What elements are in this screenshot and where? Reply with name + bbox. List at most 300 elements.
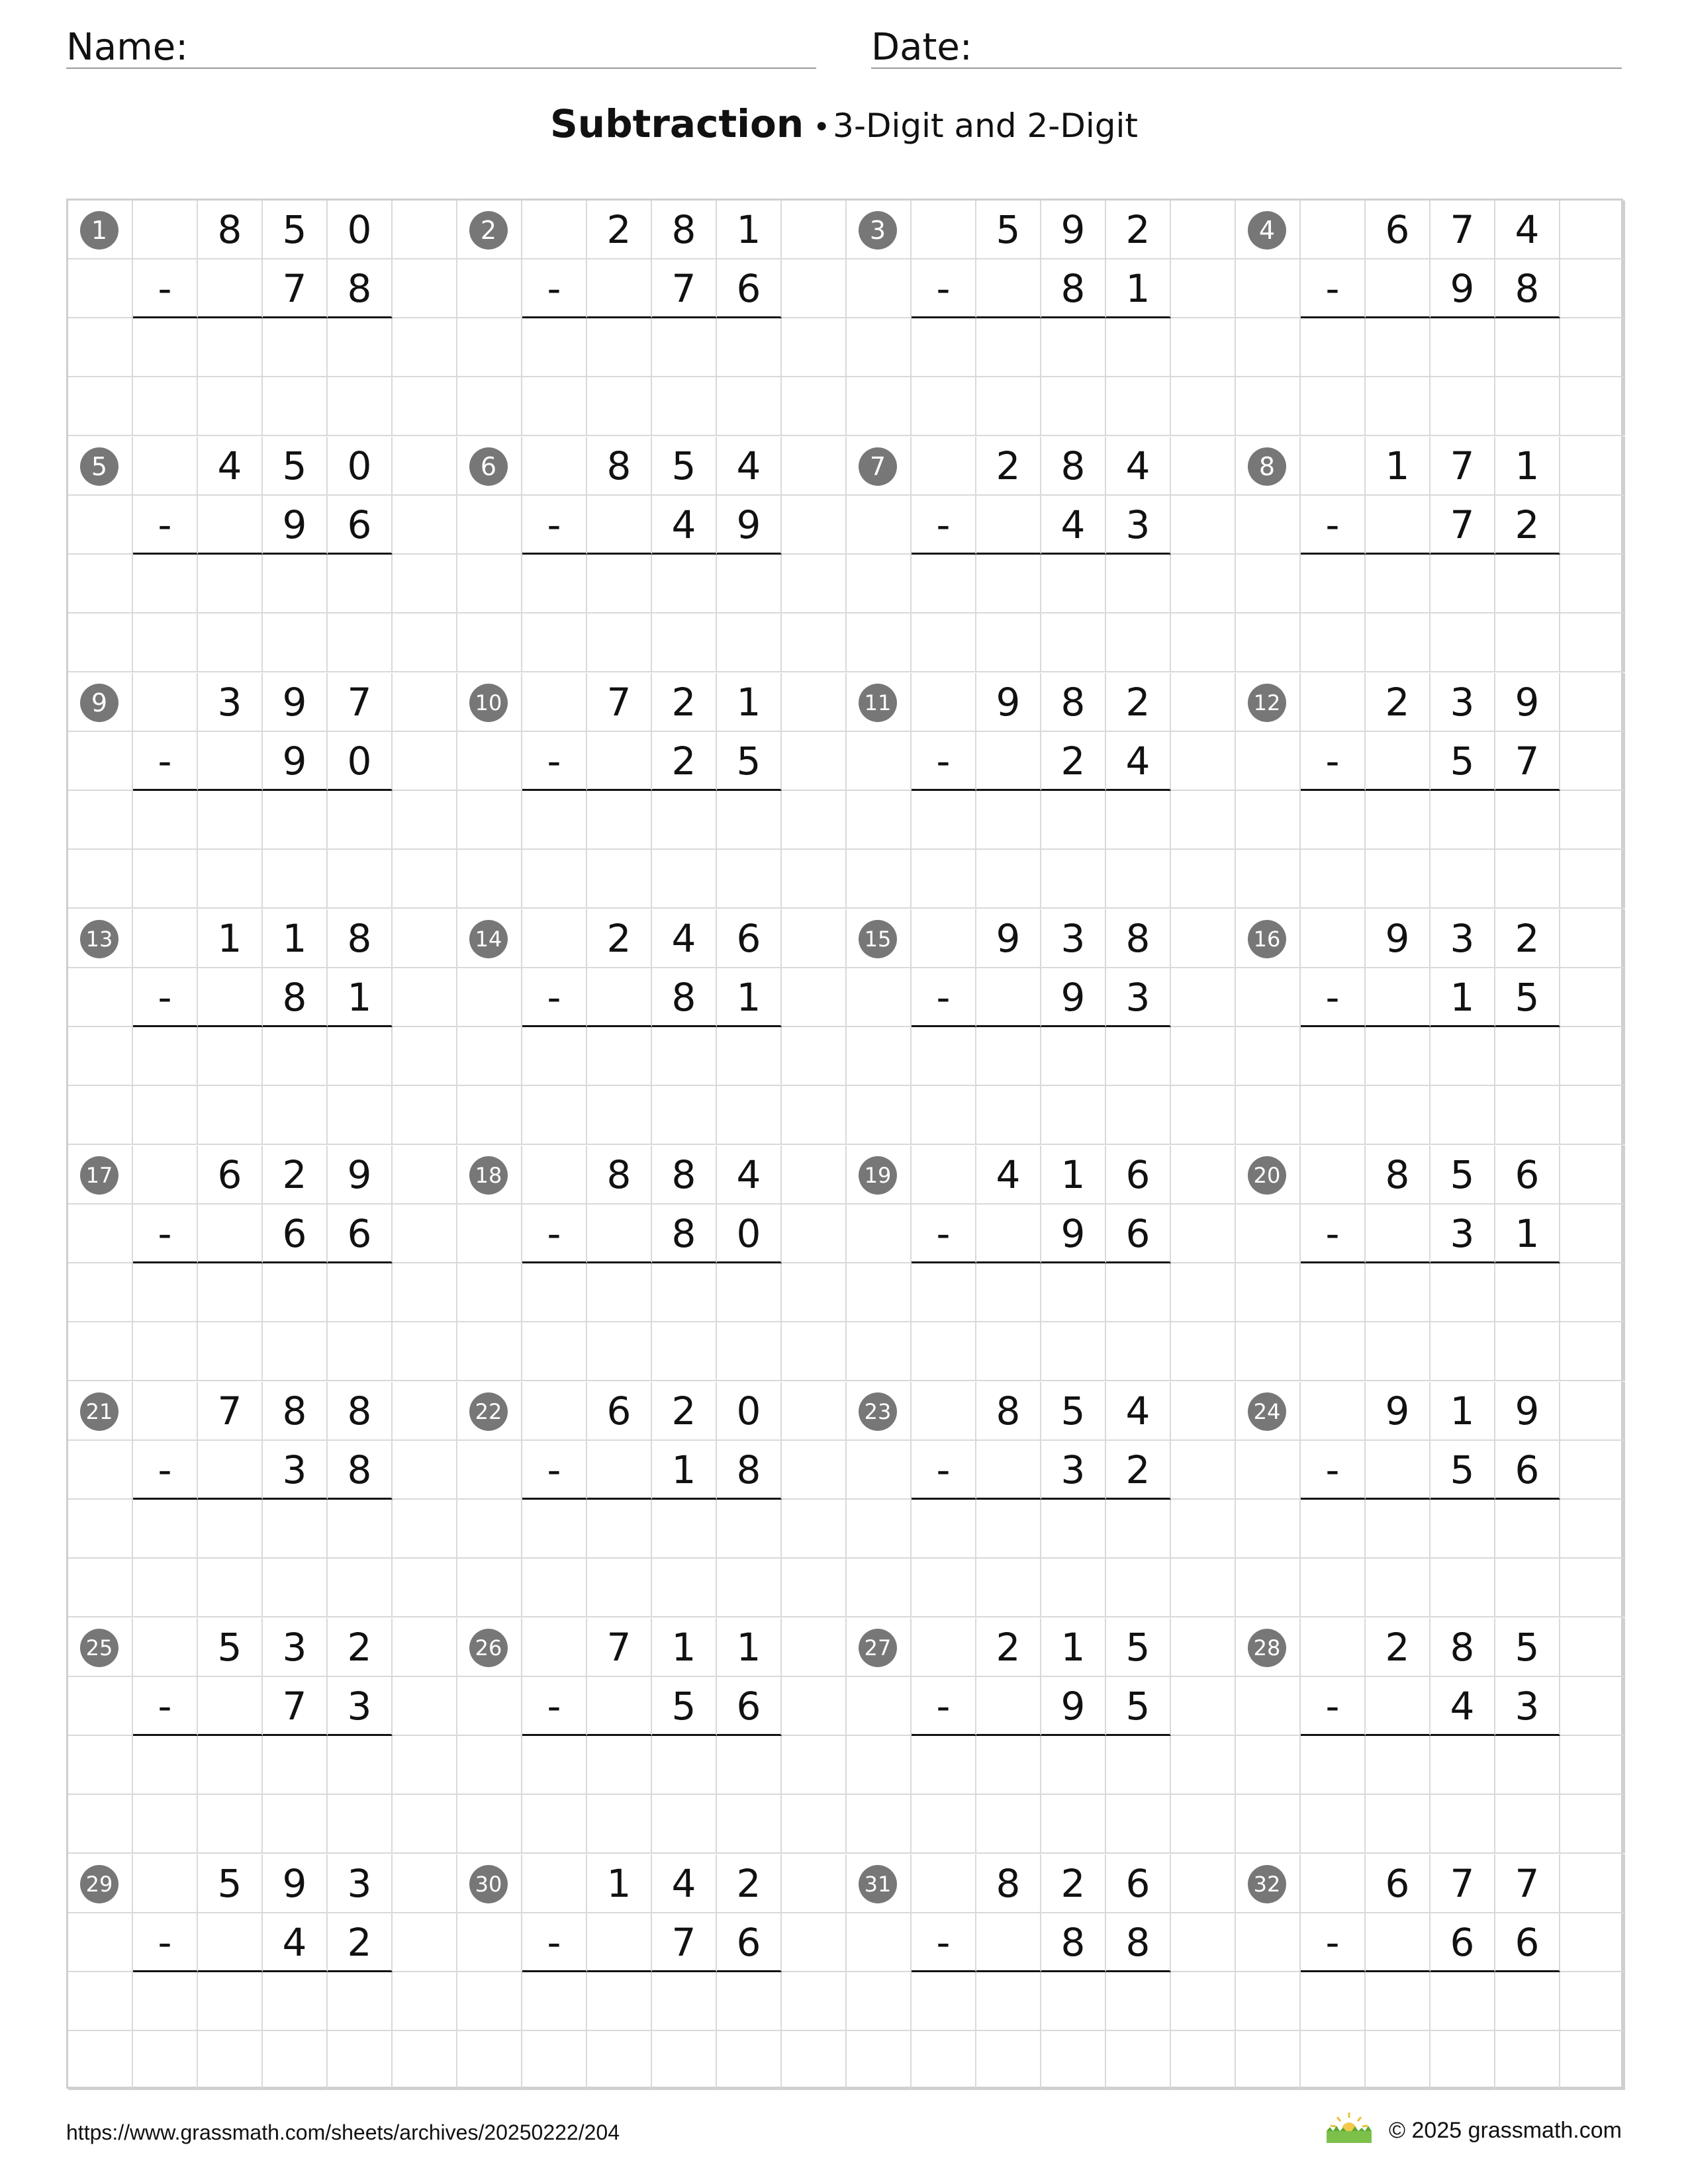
- answer-cell[interactable]: [976, 614, 1041, 672]
- answer-cell[interactable]: [328, 1500, 393, 1559]
- answer-cell[interactable]: [912, 1972, 976, 2031]
- answer-cell[interactable]: [717, 614, 782, 672]
- answer-cell[interactable]: [263, 1972, 328, 2031]
- answer-cell[interactable]: [328, 850, 393, 909]
- minuend-digit: 2: [263, 1146, 328, 1205]
- answer-cell[interactable]: [263, 1500, 328, 1559]
- problem-number-badge: 29: [80, 1865, 118, 1903]
- answer-cell[interactable]: [1366, 2031, 1430, 2090]
- answer-cell[interactable]: [652, 1027, 717, 1086]
- answer-cell[interactable]: [1041, 1795, 1106, 1854]
- answer-cell[interactable]: [198, 1736, 263, 1795]
- problem-number-badge: 10: [469, 684, 508, 722]
- answer-cell[interactable]: [1106, 1795, 1171, 1854]
- answer-cell[interactable]: [1495, 1500, 1560, 1559]
- answer-cell[interactable]: [328, 1027, 393, 1086]
- answer-cell[interactable]: [1041, 1027, 1106, 1086]
- answer-cell[interactable]: [1301, 1027, 1366, 1086]
- answer-cell[interactable]: [587, 377, 652, 436]
- answer-cell[interactable]: [198, 614, 263, 672]
- grid-cell: [1560, 1382, 1625, 1441]
- answer-cell[interactable]: [652, 1500, 717, 1559]
- answer-cell[interactable]: [133, 1322, 198, 1381]
- answer-cell[interactable]: [263, 1795, 328, 1854]
- answer-cell[interactable]: [1106, 2031, 1171, 2090]
- answer-cell[interactable]: [1301, 377, 1366, 436]
- answer-cell[interactable]: [133, 614, 198, 672]
- answer-cell[interactable]: [1495, 377, 1560, 436]
- answer-cell[interactable]: [328, 377, 393, 436]
- answer-cell[interactable]: [912, 377, 976, 436]
- grid-cell: [1301, 1382, 1366, 1441]
- answer-cell[interactable]: [198, 791, 263, 850]
- answer-cell[interactable]: [328, 1972, 393, 2031]
- answer-cell[interactable]: [976, 1736, 1041, 1795]
- answer-cell[interactable]: [1301, 555, 1366, 614]
- answer-cell[interactable]: [1430, 791, 1495, 850]
- answer-cell[interactable]: [522, 377, 587, 436]
- answer-cell[interactable]: [1495, 2031, 1560, 2090]
- answer-cell[interactable]: [1041, 1736, 1106, 1795]
- answer-cell[interactable]: [1430, 2031, 1495, 2090]
- answer-cell[interactable]: [522, 1027, 587, 1086]
- answer-cell[interactable]: [1495, 614, 1560, 672]
- answer-cell[interactable]: [1301, 1322, 1366, 1381]
- answer-cell[interactable]: [587, 1736, 652, 1795]
- answer-cell[interactable]: [263, 555, 328, 614]
- answer-cell[interactable]: [1366, 1559, 1430, 1617]
- answer-cell[interactable]: [1301, 1086, 1366, 1145]
- answer-cell[interactable]: [1366, 1972, 1430, 2031]
- answer-cell[interactable]: [1106, 318, 1171, 377]
- answer-cell[interactable]: [1041, 1972, 1106, 2031]
- answer-cell[interactable]: [587, 1559, 652, 1617]
- answer-cell[interactable]: [652, 1736, 717, 1795]
- answer-cell[interactable]: [1495, 1559, 1560, 1617]
- answer-cell[interactable]: [652, 1322, 717, 1381]
- answer-cell[interactable]: [133, 1027, 198, 1086]
- answer-cell[interactable]: [717, 555, 782, 614]
- answer-cell[interactable]: [1495, 1086, 1560, 1145]
- answer-cell[interactable]: [1366, 1500, 1430, 1559]
- answer-cell[interactable]: [198, 1322, 263, 1381]
- answer-cell[interactable]: [1495, 555, 1560, 614]
- answer-cell[interactable]: [717, 1795, 782, 1854]
- grid-cell: [1560, 732, 1625, 791]
- answer-cell[interactable]: [1041, 1500, 1106, 1559]
- answer-cell[interactable]: [1495, 850, 1560, 909]
- answer-cell[interactable]: [587, 614, 652, 672]
- answer-cell[interactable]: [587, 555, 652, 614]
- answer-cell[interactable]: [263, 377, 328, 436]
- answer-cell[interactable]: [652, 1263, 717, 1322]
- answer-cell[interactable]: [976, 1086, 1041, 1145]
- minus-sign: -: [1301, 1441, 1366, 1500]
- answer-cell[interactable]: [587, 1972, 652, 2031]
- answer-cell[interactable]: [912, 850, 976, 909]
- answer-cell[interactable]: [912, 1795, 976, 1854]
- answer-cell[interactable]: [1366, 791, 1430, 850]
- answer-cell[interactable]: [263, 318, 328, 377]
- grid-cell: [1171, 614, 1236, 672]
- answer-cell[interactable]: [198, 1972, 263, 2031]
- answer-cell[interactable]: [587, 850, 652, 909]
- answer-cell[interactable]: [133, 555, 198, 614]
- answer-cell[interactable]: [1041, 2031, 1106, 2090]
- name-field[interactable]: [66, 20, 816, 69]
- answer-cell[interactable]: [976, 1263, 1041, 1322]
- answer-cell[interactable]: [522, 1972, 587, 2031]
- answer-cell[interactable]: [976, 2031, 1041, 2090]
- answer-cell[interactable]: [133, 1559, 198, 1617]
- answer-cell[interactable]: [1366, 850, 1430, 909]
- answer-cell[interactable]: [717, 1736, 782, 1795]
- answer-cell[interactable]: [522, 1086, 587, 1145]
- answer-cell[interactable]: [1301, 614, 1366, 672]
- answer-cell[interactable]: [1301, 1559, 1366, 1617]
- answer-cell[interactable]: [1301, 1736, 1366, 1795]
- answer-cell[interactable]: [198, 1027, 263, 1086]
- answer-cell[interactable]: [522, 614, 587, 672]
- problem-24: [1236, 1382, 1625, 1618]
- answer-cell[interactable]: [1106, 850, 1171, 909]
- subtrahend-digit: 0: [717, 1205, 782, 1263]
- grid-cell: [782, 259, 847, 318]
- answer-cell[interactable]: [652, 555, 717, 614]
- answer-cell[interactable]: [133, 850, 198, 909]
- answer-cell[interactable]: [1430, 1972, 1495, 2031]
- answer-cell[interactable]: [587, 1795, 652, 1854]
- answer-cell[interactable]: [976, 1500, 1041, 1559]
- answer-cell[interactable]: [652, 791, 717, 850]
- answer-cell[interactable]: [522, 1263, 587, 1322]
- answer-cell[interactable]: [328, 555, 393, 614]
- answer-cell[interactable]: [1041, 850, 1106, 909]
- answer-cell[interactable]: [263, 1027, 328, 1086]
- answer-cell[interactable]: [912, 1027, 976, 1086]
- answer-cell[interactable]: [1366, 1027, 1430, 1086]
- answer-cell[interactable]: [328, 2031, 393, 2090]
- grid-cell: [393, 555, 457, 614]
- answer-cell[interactable]: [1366, 318, 1430, 377]
- answer-cell[interactable]: [263, 1559, 328, 1617]
- answer-cell[interactable]: [1366, 1795, 1430, 1854]
- answer-cell[interactable]: [1041, 791, 1106, 850]
- answer-cell[interactable]: [976, 1322, 1041, 1381]
- answer-cell[interactable]: [976, 1559, 1041, 1617]
- answer-cell[interactable]: [328, 318, 393, 377]
- answer-cell[interactable]: [587, 1500, 652, 1559]
- answer-cell[interactable]: [1495, 1322, 1560, 1381]
- answer-cell[interactable]: [976, 850, 1041, 909]
- answer-cell[interactable]: [652, 850, 717, 909]
- answer-cell[interactable]: [328, 1795, 393, 1854]
- answer-cell[interactable]: [1430, 1500, 1495, 1559]
- answer-cell[interactable]: [198, 850, 263, 909]
- answer-cell[interactable]: [1301, 1972, 1366, 2031]
- answer-cell[interactable]: [1430, 1795, 1495, 1854]
- answer-cell[interactable]: [328, 1322, 393, 1381]
- grid-cell: [1171, 1205, 1236, 1263]
- answer-cell[interactable]: [717, 1086, 782, 1145]
- answer-cell[interactable]: [976, 377, 1041, 436]
- answer-cell[interactable]: [522, 1500, 587, 1559]
- answer-cell[interactable]: [1106, 377, 1171, 436]
- answer-cell[interactable]: [263, 614, 328, 672]
- grid-cell: [782, 1441, 847, 1500]
- answer-cell[interactable]: [1301, 850, 1366, 909]
- answer-cell[interactable]: [263, 791, 328, 850]
- answer-cell[interactable]: [133, 377, 198, 436]
- date-field[interactable]: [871, 20, 1622, 69]
- answer-cell[interactable]: [652, 1972, 717, 2031]
- answer-cell[interactable]: [912, 1500, 976, 1559]
- answer-cell[interactable]: [133, 1736, 198, 1795]
- answer-cell[interactable]: [587, 1086, 652, 1145]
- answer-cell[interactable]: [976, 555, 1041, 614]
- answer-cell[interactable]: [976, 318, 1041, 377]
- answer-cell[interactable]: [522, 1795, 587, 1854]
- answer-cell[interactable]: [1106, 1322, 1171, 1381]
- grid-cell: [1171, 1972, 1236, 2031]
- answer-cell[interactable]: [717, 791, 782, 850]
- answer-cell[interactable]: [198, 1086, 263, 1145]
- answer-cell[interactable]: [976, 1027, 1041, 1086]
- grid-cell: [393, 1677, 457, 1736]
- answer-cell[interactable]: [328, 614, 393, 672]
- answer-cell[interactable]: [263, 1322, 328, 1381]
- answer-cell[interactable]: [912, 1736, 976, 1795]
- minuend-digit: 2: [1366, 1618, 1430, 1677]
- answer-cell[interactable]: [1366, 1263, 1430, 1322]
- answer-cell[interactable]: [198, 1500, 263, 1559]
- answer-cell[interactable]: [522, 1322, 587, 1381]
- answer-cell[interactable]: [912, 1559, 976, 1617]
- answer-cell[interactable]: [587, 1027, 652, 1086]
- answer-cell[interactable]: [587, 791, 652, 850]
- answer-cell[interactable]: [522, 318, 587, 377]
- answer-cell[interactable]: [1041, 377, 1106, 436]
- answer-cell[interactable]: [1430, 318, 1495, 377]
- grid-cell: [393, 614, 457, 672]
- answer-cell[interactable]: [1495, 1027, 1560, 1086]
- answer-cell[interactable]: [328, 1736, 393, 1795]
- answer-cell[interactable]: [1041, 1322, 1106, 1381]
- answer-cell[interactable]: [1366, 614, 1430, 672]
- answer-cell[interactable]: [263, 1086, 328, 1145]
- answer-cell[interactable]: [1430, 555, 1495, 614]
- answer-cell[interactable]: [912, 1322, 976, 1381]
- answer-cell[interactable]: [1430, 1086, 1495, 1145]
- answer-cell[interactable]: [1041, 1559, 1106, 1617]
- answer-cell[interactable]: [263, 2031, 328, 2090]
- answer-cell[interactable]: [1430, 614, 1495, 672]
- answer-cell[interactable]: [198, 1559, 263, 1617]
- answer-cell[interactable]: [976, 791, 1041, 850]
- minus-sign: -: [133, 496, 198, 555]
- answer-cell[interactable]: [717, 1972, 782, 2031]
- answer-cell[interactable]: [912, 555, 976, 614]
- answer-cell[interactable]: [1106, 1972, 1171, 2031]
- answer-cell[interactable]: [717, 1027, 782, 1086]
- answer-cell[interactable]: [912, 1263, 976, 1322]
- answer-cell[interactable]: [1495, 318, 1560, 377]
- minuend-digit: 6: [587, 1382, 652, 1441]
- answer-cell[interactable]: [1301, 1263, 1366, 1322]
- answer-cell[interactable]: [1430, 1263, 1495, 1322]
- answer-cell[interactable]: [912, 1086, 976, 1145]
- answer-cell[interactable]: [522, 1559, 587, 1617]
- answer-cell[interactable]: [1301, 318, 1366, 377]
- answer-cell[interactable]: [1106, 614, 1171, 672]
- answer-cell[interactable]: [1495, 791, 1560, 850]
- subtrahend-digit: 6: [1495, 1913, 1560, 1972]
- answer-cell[interactable]: [1106, 1086, 1171, 1145]
- answer-cell[interactable]: [328, 791, 393, 850]
- answer-cell[interactable]: [328, 1086, 393, 1145]
- grid-cell: [847, 1795, 912, 1854]
- answer-cell[interactable]: [1106, 1263, 1171, 1322]
- answer-cell[interactable]: [652, 318, 717, 377]
- answer-cell[interactable]: [587, 1263, 652, 1322]
- answer-cell[interactable]: [1106, 555, 1171, 614]
- answer-cell[interactable]: [263, 1736, 328, 1795]
- answer-cell[interactable]: [133, 1500, 198, 1559]
- answer-cell[interactable]: [912, 318, 976, 377]
- answer-cell[interactable]: [717, 1322, 782, 1381]
- answer-cell[interactable]: [1430, 377, 1495, 436]
- answer-cell[interactable]: [1301, 1795, 1366, 1854]
- answer-cell[interactable]: [976, 1972, 1041, 2031]
- grid-cell: [393, 1913, 457, 1972]
- answer-cell[interactable]: [912, 2031, 976, 2090]
- answer-cell[interactable]: [522, 1736, 587, 1795]
- answer-cell[interactable]: [976, 1795, 1041, 1854]
- answer-cell[interactable]: [587, 2031, 652, 2090]
- answer-cell[interactable]: [133, 1972, 198, 2031]
- answer-cell[interactable]: [717, 1263, 782, 1322]
- answer-cell[interactable]: [1495, 1736, 1560, 1795]
- grid-cell: [1236, 968, 1301, 1027]
- answer-cell[interactable]: [1430, 1027, 1495, 1086]
- answer-cell[interactable]: [1495, 1795, 1560, 1854]
- answer-cell[interactable]: [717, 318, 782, 377]
- subtrahend-digit: 5: [1495, 968, 1560, 1027]
- answer-cell[interactable]: [717, 850, 782, 909]
- answer-cell[interactable]: [1106, 1559, 1171, 1617]
- answer-cell[interactable]: [1301, 791, 1366, 850]
- answer-cell[interactable]: [198, 1795, 263, 1854]
- answer-cell[interactable]: [522, 850, 587, 909]
- answer-cell[interactable]: [1495, 1263, 1560, 1322]
- answer-cell[interactable]: [1041, 614, 1106, 672]
- answer-cell[interactable]: [717, 377, 782, 436]
- answer-cell[interactable]: [133, 318, 198, 377]
- footer-url: https://www.grassmath.com/sheets/archives/20250222/204: [66, 2120, 620, 2144]
- answer-cell[interactable]: [522, 555, 587, 614]
- answer-cell[interactable]: [1041, 1263, 1106, 1322]
- problem-number-badge: 28: [1248, 1629, 1286, 1667]
- answer-cell[interactable]: [1041, 555, 1106, 614]
- answer-cell[interactable]: [1301, 1500, 1366, 1559]
- answer-cell[interactable]: [1366, 377, 1430, 436]
- answer-cell[interactable]: [263, 1263, 328, 1322]
- answer-cell[interactable]: [587, 1322, 652, 1381]
- answer-cell[interactable]: [1430, 1736, 1495, 1795]
- answer-cell[interactable]: [133, 791, 198, 850]
- answer-cell[interactable]: [1430, 1322, 1495, 1381]
- answer-cell[interactable]: [198, 377, 263, 436]
- answer-cell[interactable]: [587, 318, 652, 377]
- answer-cell[interactable]: [133, 2031, 198, 2090]
- grid-cell: [393, 909, 457, 968]
- answer-cell[interactable]: [1106, 1027, 1171, 1086]
- answer-cell[interactable]: [133, 1086, 198, 1145]
- grid-cell: [1560, 1441, 1625, 1500]
- answer-cell[interactable]: [198, 1263, 263, 1322]
- answer-cell[interactable]: [717, 2031, 782, 2090]
- minuend-digit: 8: [1366, 1146, 1430, 1205]
- answer-cell[interactable]: [198, 318, 263, 377]
- answer-cell[interactable]: [328, 1263, 393, 1322]
- answer-cell[interactable]: [1430, 1559, 1495, 1617]
- answer-cell[interactable]: [522, 2031, 587, 2090]
- answer-cell[interactable]: [1366, 1086, 1430, 1145]
- minuend-digit: 8: [1041, 437, 1106, 496]
- answer-cell[interactable]: [522, 791, 587, 850]
- answer-cell[interactable]: [198, 2031, 263, 2090]
- answer-cell[interactable]: [652, 1559, 717, 1617]
- minuend-digit: 1: [717, 673, 782, 732]
- minus-sign: -: [133, 1205, 198, 1263]
- answer-cell[interactable]: [263, 850, 328, 909]
- answer-cell[interactable]: [652, 2031, 717, 2090]
- minuend-digit: 7: [1430, 437, 1495, 496]
- answer-cell[interactable]: [717, 1500, 782, 1559]
- answer-cell[interactable]: [133, 1795, 198, 1854]
- answer-cell[interactable]: [652, 1795, 717, 1854]
- answer-cell[interactable]: [1106, 1500, 1171, 1559]
- answer-cell[interactable]: [328, 1559, 393, 1617]
- grid-cell: [1171, 318, 1236, 377]
- answer-cell[interactable]: [1106, 1736, 1171, 1795]
- grid-cell: [393, 201, 457, 259]
- answer-cell[interactable]: [1041, 1086, 1106, 1145]
- grid-cell: [522, 1146, 587, 1205]
- answer-cell[interactable]: [652, 614, 717, 672]
- answer-cell[interactable]: [652, 377, 717, 436]
- answer-cell[interactable]: [912, 791, 976, 850]
- answer-cell[interactable]: [1430, 850, 1495, 909]
- answer-cell[interactable]: [717, 1559, 782, 1617]
- answer-cell[interactable]: [652, 1086, 717, 1145]
- answer-cell[interactable]: [1366, 1736, 1430, 1795]
- answer-cell[interactable]: [1366, 1322, 1430, 1381]
- answer-cell[interactable]: [1366, 555, 1430, 614]
- problem-9: [68, 673, 457, 909]
- answer-cell[interactable]: [912, 614, 976, 672]
- answer-cell[interactable]: [1041, 318, 1106, 377]
- answer-cell[interactable]: [1106, 791, 1171, 850]
- grid-cell: [393, 1205, 457, 1263]
- minuend-digit: 2: [1106, 201, 1171, 259]
- grid-cell: [457, 555, 522, 614]
- grid-cell: [1236, 1913, 1301, 1972]
- answer-cell[interactable]: [133, 1263, 198, 1322]
- answer-cell[interactable]: [1301, 2031, 1366, 2090]
- answer-cell[interactable]: [1495, 1972, 1560, 2031]
- answer-cell[interactable]: [198, 555, 263, 614]
